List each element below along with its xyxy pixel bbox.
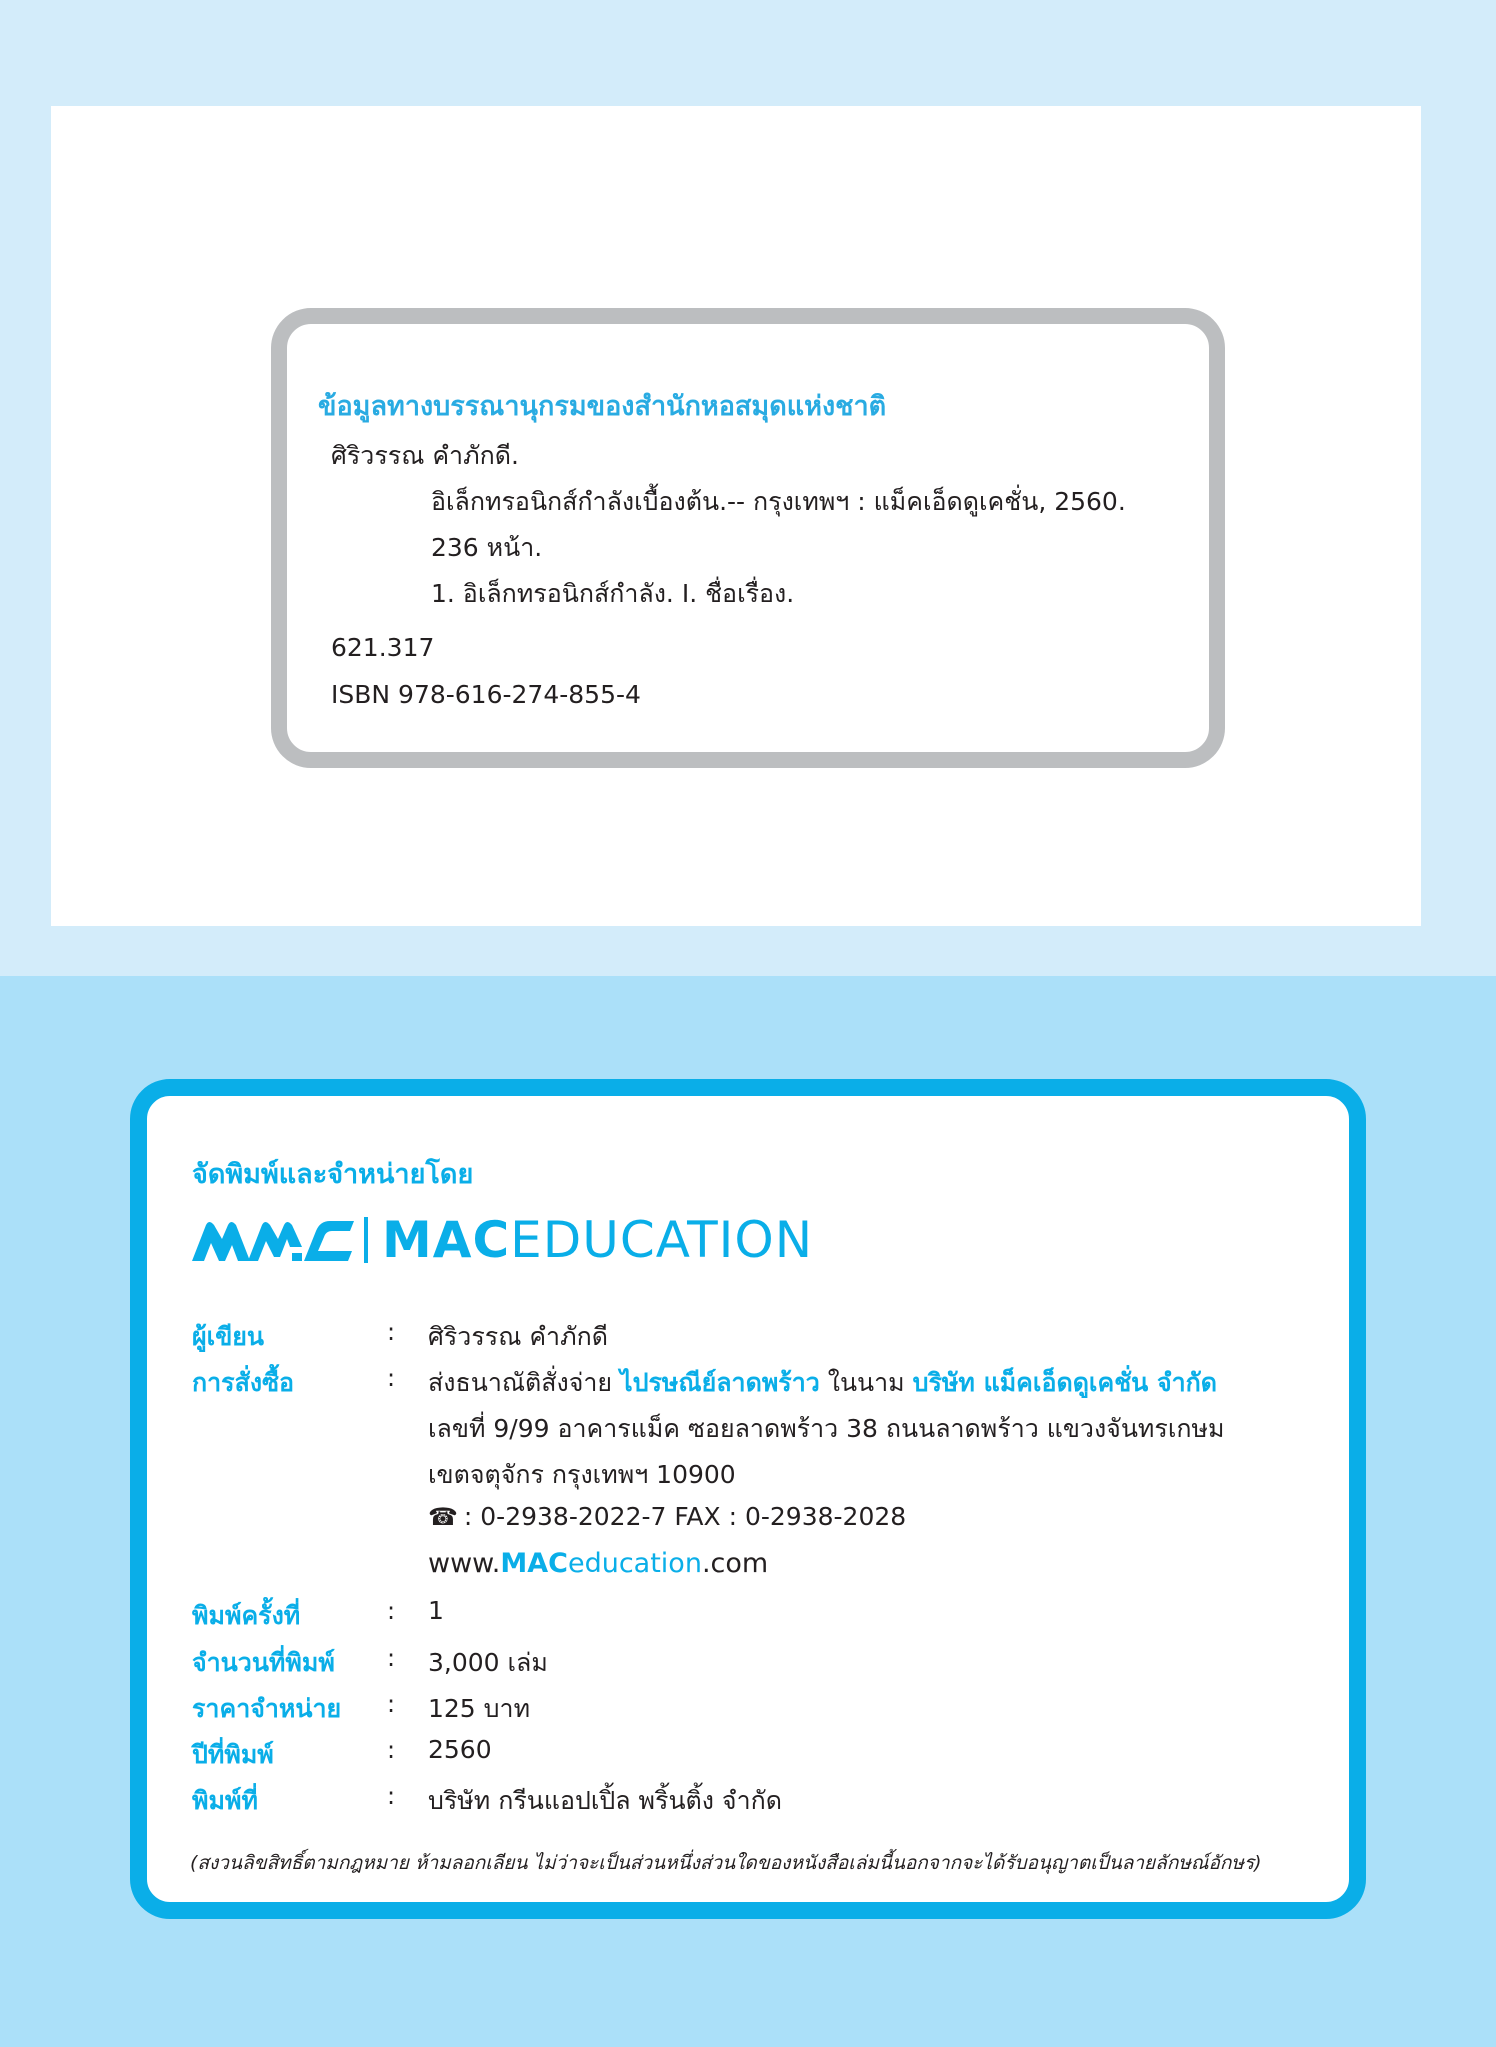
- cip-title-line: อิเล็กทรอนิกส์กำลังเบื้องต้น.-- กรุงเทพฯ : แม็คเอ็ดดูเคชั่น, 2560.: [431, 487, 1126, 516]
- order-value: [428, 1363, 1217, 1403]
- copies-value: 3,000 เล่ม: [428, 1648, 548, 1677]
- price-colon: :: [387, 1690, 396, 1718]
- author-value: ศิริวรรณ คำภักดี: [428, 1322, 608, 1351]
- website-suffix: .com: [701, 1548, 769, 1579]
- year-label: ปีที่พิมพ์: [192, 1740, 274, 1769]
- copyright-notice: (สงวนลิขสิทธิ์ตามกฎหมาย ห้ามลอกเลียน ไม่ว่าจะเป็นส่วนหนึ่งส่วนใดของหนังสือเล่มนี้นอกจากจะได้รับอนุญาตเป็นลายลักษณ์อักษร): [190, 1852, 1262, 1874]
- mac-logo-icon: [192, 1217, 354, 1263]
- cip-classification: 621.317: [331, 633, 435, 662]
- edition-value: 1: [428, 1596, 444, 1625]
- cip-subjects: 1. อิเล็กทรอนิกส์กำลัง. I. ชื่อเรื่อง.: [431, 579, 795, 608]
- website-education: education: [567, 1548, 702, 1579]
- author-colon: :: [387, 1318, 396, 1346]
- order-prefix: ส่งธนาณัติสั่งจ่าย: [428, 1368, 621, 1397]
- website[interactable]: [428, 1548, 768, 1579]
- price-label: ราคาจำหน่าย: [192, 1694, 342, 1723]
- logo-mac-text: MAC: [382, 1211, 511, 1269]
- price-value: 125 บาท: [428, 1694, 531, 1723]
- cip-isbn: ISBN 978-616-274-855-4: [331, 680, 641, 709]
- year-colon: :: [387, 1736, 396, 1764]
- address-line-1: เลขที่ 9/99 อาคารแม็ค ซอยลาดพร้าว 38 ถนนลาดพร้าว แขวงจันทรเกษม: [428, 1414, 1225, 1443]
- printer-colon: :: [387, 1782, 396, 1810]
- order-middle: ในนาม: [819, 1368, 913, 1397]
- address-line-2: เขตจตุจักร กรุงเทพฯ 10900: [428, 1460, 736, 1489]
- cip-pages: 236 หน้า.: [431, 533, 543, 562]
- order-company: บริษัท แม็คเอ็ดดูเคชั่น จำกัด: [912, 1368, 1218, 1397]
- phone-icon: ☎: [428, 1503, 458, 1531]
- contact-line: [428, 1502, 906, 1531]
- publisher-heading: จัดพิมพ์และจำหน่ายโดย: [192, 1159, 474, 1190]
- order-colon: :: [387, 1364, 396, 1392]
- printer-value: บริษัท กรีนแอปเปิ้ล พริ้นติ้ง จำกัด: [428, 1786, 782, 1815]
- logo-divider: [364, 1217, 368, 1263]
- logo-education-text: EDUCATION: [510, 1211, 814, 1269]
- order-label: การสั่งซื้อ: [192, 1368, 295, 1397]
- copies-label: จำนวนที่พิมพ์: [192, 1648, 335, 1677]
- year-value: 2560: [428, 1735, 492, 1764]
- edition-label: พิมพ์ครั้งที่: [192, 1601, 301, 1630]
- website-prefix: www.: [428, 1548, 501, 1579]
- cip-author: ศิริวรรณ คำภักดี.: [331, 441, 519, 470]
- copies-colon: :: [387, 1644, 396, 1672]
- order-post-office: ไปรษณีย์ลาดพร้าว: [620, 1368, 820, 1397]
- phone-fax-text: : 0-2938-2022-7 FAX : 0-2938-2028: [463, 1502, 907, 1531]
- printer-label: พิมพ์ที่: [192, 1786, 258, 1815]
- website-mac: MAC: [500, 1548, 568, 1579]
- edition-colon: :: [387, 1597, 396, 1625]
- author-label: ผู้เขียน: [192, 1322, 265, 1351]
- mac-education-logo: [192, 1210, 813, 1270]
- cip-title: ข้อมูลทางบรรณานุกรมของสำนักหอสมุดแห่งชาติ: [318, 391, 887, 422]
